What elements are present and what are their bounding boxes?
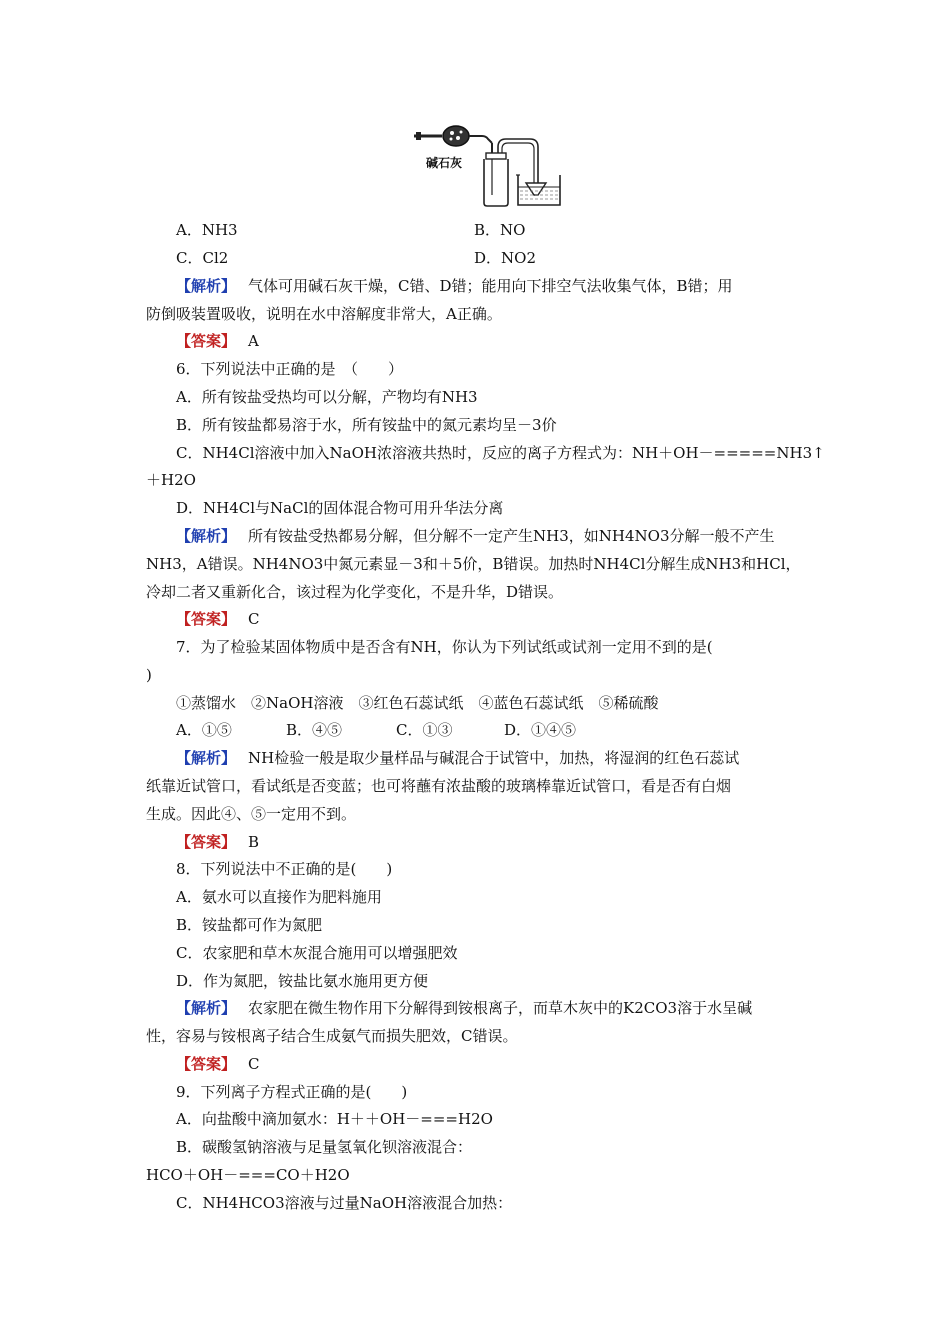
q5-option-a: A．NH3 — [176, 221, 238, 239]
answer-value: A — [248, 332, 259, 350]
q8-stem: 8．下列说法中不正确的是( ) — [176, 860, 393, 878]
q5-answer — [176, 332, 259, 350]
q7-analysis-line-2: 纸靠近试管口，看试纸是否变蓝；也可将蘸有浓盐酸的玻璃棒靠近试管口，看是否有白烟 — [146, 777, 732, 795]
analysis-tag: 【解析】 — [176, 999, 237, 1017]
answer-tag: 【答案】 — [176, 610, 237, 628]
q5-option-d: D．NO2 — [474, 249, 536, 267]
q8-option-c: C．农家肥和草木灰混合施用可以增强肥效 — [176, 944, 458, 962]
analysis-text: 所有铵盐受热都易分解，但分解不一定产生NH3，如NH4NO3分解一般不产生 — [248, 527, 775, 545]
analysis-text: 气体可用碱石灰干燥，C错、D错；能用向下排空气法收集气体，B错；用 — [248, 277, 733, 295]
q6-stem: 6．下列说法中正确的是 （ ） — [176, 360, 404, 378]
analysis-tag: 【解析】 — [176, 277, 237, 295]
q8-answer — [176, 1055, 260, 1073]
q7-option-c: C．①③ — [396, 721, 453, 739]
q9-option-c: C．NH4HCO3溶液与过量NaOH溶液混合加热： — [176, 1194, 513, 1212]
q8-analysis-line-2: 性，容易与铵根离子结合生成氨气而损失肥效，C错误。 — [146, 1027, 518, 1045]
q9-stem: 9．下列离子方程式正确的是( ) — [176, 1083, 408, 1101]
analysis-tag: 【解析】 — [176, 749, 237, 767]
q7-stem-line-1: 7．为了检验某固体物质中是否含有NH，你认为下列试纸或试剂一定用不到的是( — [176, 638, 713, 656]
q7-option-d: D．①④⑤ — [504, 721, 577, 739]
q9-option-a: A．向盐酸中滴加氨水：H＋＋OH－===H2O — [176, 1110, 493, 1128]
answer-value: C — [248, 610, 260, 628]
analysis-tag: 【解析】 — [176, 527, 237, 545]
q6-option-c-line-2: ＋H2O — [146, 471, 196, 489]
q5-option-c: C．Cl2 — [176, 249, 229, 267]
answer-tag: 【答案】 — [176, 833, 237, 851]
q6-option-b: B．所有铵盐都易溶于水，所有铵盐中的氮元素均呈－3价 — [176, 416, 557, 434]
q9-option-b-equation: HCO＋OH－===CO＋H2O — [146, 1166, 350, 1184]
q9-option-b: B．碳酸氢钠溶液与足量氢氧化钡溶液混合： — [176, 1138, 473, 1156]
figure-label: 碱石灰 — [426, 156, 463, 170]
q7-analysis-line-3: 生成。因此④、⑤一定用不到。 — [146, 805, 357, 823]
answer-tag: 【答案】 — [176, 332, 237, 350]
q6-answer — [176, 610, 260, 628]
q7-option-a: A．①⑤ — [176, 721, 232, 739]
q8-option-d: D．作为氮肥，铵盐比氨水施用更方便 — [176, 972, 429, 990]
q7-answer — [176, 833, 259, 851]
q7-option-b: B．④⑤ — [286, 721, 343, 739]
q7-stem-line-2: ) — [146, 666, 152, 684]
q6-analysis-line-3: 冷却二者又重新化合，该过程为化学变化，不是升华，D错误。 — [146, 583, 564, 601]
q6-option-a: A．所有铵盐受热均可以分解，产物均有NH3 — [176, 388, 478, 406]
q6-option-d: D．NH4Cl与NaCl的固体混合物可用升华法分离 — [176, 499, 504, 517]
q5-analysis-line-2: 防倒吸装置吸收，说明在水中溶解度非常大，A正确。 — [146, 305, 502, 323]
q5-option-b: B．NO — [474, 221, 526, 239]
q8-option-b: B．铵盐都可作为氮肥 — [176, 916, 323, 934]
answer-value: B — [248, 833, 260, 851]
q8-option-a: A．氨水可以直接作为肥料施用 — [176, 888, 382, 906]
q5-analysis-line-1 — [176, 277, 733, 295]
q6-option-c-line-1: C．NH4Cl溶液中加入NaOH浓溶液共热时，反应的离子方程式为：NH＋OH－=====NH3↑ — [176, 444, 825, 462]
apparatus-figure — [412, 123, 572, 207]
answer-value: C — [248, 1055, 260, 1073]
q7-reagent-list: ①蒸馏水 ②NaOH溶液 ③红色石蕊试纸 ④蓝色石蕊试纸 ⑤稀硫酸 — [176, 694, 659, 712]
analysis-text: 农家肥在微生物作用下分解得到铵根离子，而草木灰中的K2CO3溶于水呈碱 — [248, 999, 753, 1017]
analysis-text: NH检验一般是取少量样品与碱混合于试管中，加热，将湿润的红色石蕊试 — [248, 749, 740, 767]
answer-tag: 【答案】 — [176, 1055, 237, 1073]
q7-analysis-line-1 — [176, 749, 739, 767]
q6-analysis-line-2: NH3，A错误。NH4NO3中氮元素显－3和＋5价，B错误。加热时NH4Cl分解生成NH3和HCl， — [146, 555, 801, 573]
q6-analysis-line-1 — [176, 527, 774, 545]
q8-analysis-line-1 — [176, 999, 752, 1017]
